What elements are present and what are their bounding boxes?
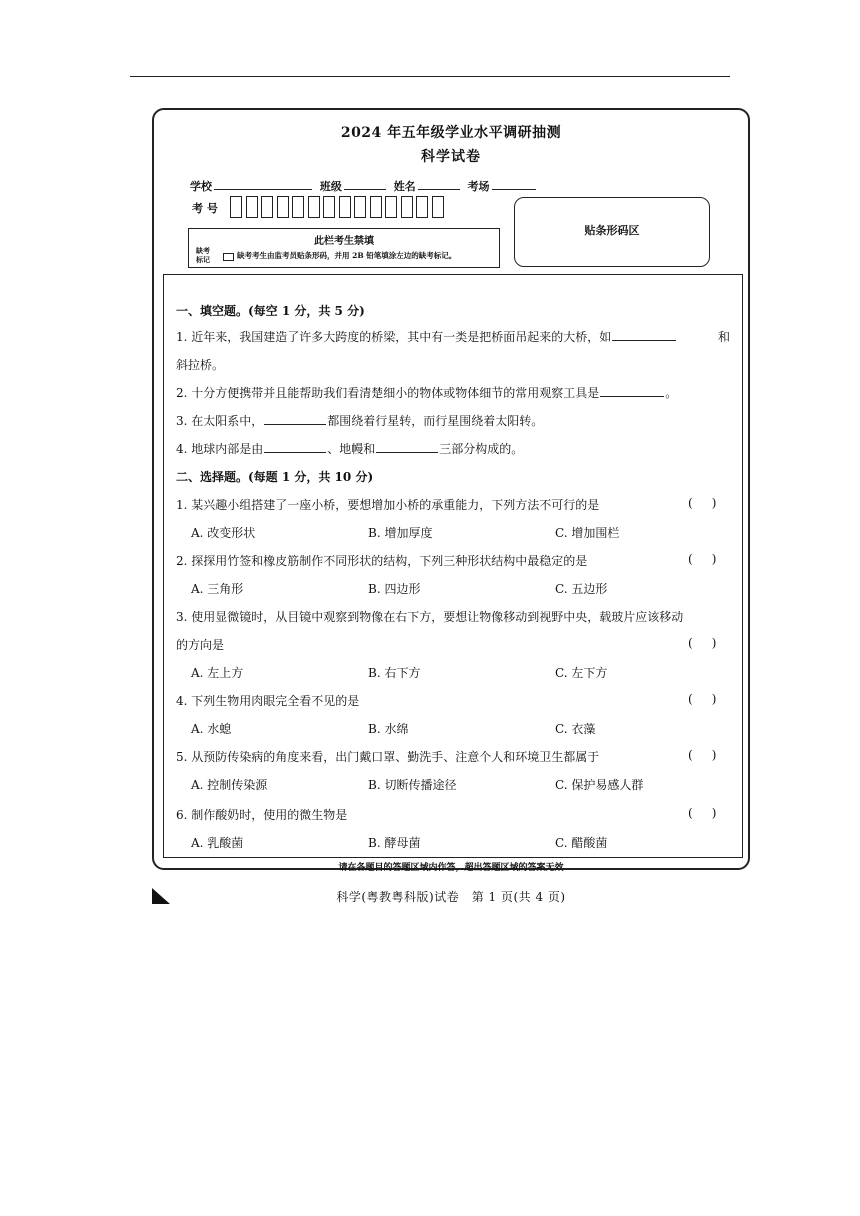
- fill-q4-text-b: 、地幔和: [327, 442, 376, 456]
- fill-q1-cont: 斜拉桥。: [176, 358, 225, 372]
- room-blank[interactable]: [492, 179, 536, 190]
- top-rule: [130, 76, 730, 77]
- choice-q6-option-b: B. 酵母菌: [368, 836, 421, 850]
- answer-paren[interactable]: ( ): [688, 552, 717, 566]
- name-label: 姓名: [393, 180, 416, 193]
- id-box[interactable]: [385, 196, 397, 218]
- fill-q3: [176, 412, 543, 429]
- school-label: 学校: [190, 180, 212, 193]
- fill-q4-text-c: 三部分构成的。: [439, 442, 524, 456]
- fill-q4-blank-2[interactable]: [376, 441, 438, 453]
- choice-q4-option-b: B. 水绵: [368, 722, 409, 736]
- id-box[interactable]: [416, 196, 428, 218]
- choice-q3-option-b: B. 右下方: [368, 666, 421, 680]
- fill-q1-tail: 和: [718, 330, 731, 344]
- choice-q1-option-b: B. 增加厚度: [368, 526, 433, 540]
- id-box[interactable]: [354, 196, 366, 218]
- fill-q1-text: 1. 近年来，我国建造了许多大跨度的桥梁，其中有一类是把桥面吊起来的大桥，如: [176, 330, 612, 344]
- name-blank[interactable]: [418, 179, 460, 190]
- answer-paren[interactable]: ( ): [688, 636, 717, 650]
- id-box[interactable]: [370, 196, 382, 218]
- fill-q2-text: 2. 十分方便携带并且能帮助我们看清楚细小的物体或物体细节的常用观察工具是: [176, 386, 600, 400]
- absent-mark-label: [196, 246, 216, 264]
- proctor-only-title: 此栏考生禁填: [314, 236, 374, 247]
- choice-q2-option-b: B. 四边形: [368, 582, 421, 596]
- answer-paren[interactable]: ( ): [688, 806, 717, 820]
- class-label: 班级: [319, 180, 342, 193]
- choice-q3: 3. 使用显微镜时，从目镜中观察到物像在右下方，要想让物像移动到视野中央，载玻片应该移动: [176, 610, 684, 624]
- choice-q6: 6. 制作酸奶时，使用的微生物是: [176, 808, 348, 822]
- fill-q4-text-a: 4. 地球内部是由: [176, 442, 264, 456]
- fill-q4-blank-1[interactable]: [264, 441, 326, 453]
- absent-mark-label-line1: 缺考: [196, 246, 210, 255]
- absent-mark-label-line2: 标记: [196, 255, 210, 264]
- id-box[interactable]: [261, 196, 273, 218]
- school-blank[interactable]: [214, 179, 312, 190]
- choice-q2-option-c: C. 五边形: [555, 582, 608, 596]
- choice-q1-option-c: C. 增加围栏: [555, 526, 620, 540]
- choice-q2: 2. 探探用竹签和橡皮筋制作不同形状的结构，下列三种形状结构中最稳定的是: [176, 554, 588, 568]
- fill-q3-text-b: 都围绕着行星转，而行星围绕着太阳转。: [327, 414, 544, 428]
- id-box[interactable]: [308, 196, 320, 218]
- exam-id-label: 考 号: [192, 202, 218, 215]
- exam-subject: 科学试卷: [421, 149, 481, 165]
- exam-id-boxes[interactable]: [230, 196, 447, 218]
- choice-q3-cont: 的方向是: [176, 638, 225, 652]
- answer-paren[interactable]: ( ): [688, 496, 717, 510]
- choice-q5-option-c: C. 保护易感人群: [555, 778, 644, 792]
- choice-q6-option-c: C. 醋酸菌: [555, 836, 608, 850]
- exam-title: 2024 年五年级学业水平调研抽测: [340, 125, 562, 141]
- fill-q2: [176, 384, 677, 401]
- barcode-area-label: 贴条形码区: [584, 224, 640, 237]
- section2-heading: 二、选择题。(每题 1 分，共 10 分): [176, 470, 374, 484]
- barcode-area: [514, 197, 710, 267]
- answer-area-warning: 请在各题目的答题区域内作答，超出答题区域的答案无效: [338, 863, 564, 873]
- choice-q5-option-b: B. 切断传播途径: [368, 778, 457, 792]
- id-box[interactable]: [339, 196, 351, 218]
- choice-q2-option-a: A. 三角形: [191, 582, 244, 596]
- choice-q3-option-c: C. 左下方: [555, 666, 608, 680]
- id-box[interactable]: [323, 196, 335, 218]
- fill-q2-blank[interactable]: [600, 385, 664, 397]
- id-box[interactable]: [401, 196, 413, 218]
- choice-q6-option-a: A. 乳酸菌: [191, 836, 244, 850]
- choice-q5-option-a: A. 控制传染源: [191, 778, 268, 792]
- choice-q1: 1. 某兴趣小组搭建了一座小桥，要想增加小桥的承重能力，下列方法不可行的是: [176, 498, 600, 512]
- id-box[interactable]: [230, 196, 242, 218]
- fill-q3-blank[interactable]: [264, 413, 326, 425]
- fill-q4: [176, 440, 523, 457]
- choice-q4-option-c: C. 衣藻: [555, 722, 596, 736]
- id-box[interactable]: [432, 196, 444, 218]
- room-label: 考场: [467, 180, 490, 193]
- fill-q1-blank[interactable]: [612, 329, 676, 341]
- fill-q3-text-a: 3. 在太阳系中，: [176, 414, 264, 428]
- proctor-only-box: [188, 228, 500, 268]
- section1-heading: 一、填空题。(每空 1 分，共 5 分): [176, 304, 365, 318]
- choice-q4-option-a: A. 水螅: [191, 722, 232, 736]
- page-footer: 科学(粤教粤科版)试卷 第 1 页(共 4 页): [336, 890, 566, 904]
- choice-q5: 5. 从预防传染病的角度来看，出门戴口罩、勤洗手、注意个人和环境卫生都属于: [176, 750, 600, 764]
- choice-q3-option-a: A. 左上方: [191, 666, 244, 680]
- answer-paren[interactable]: ( ): [688, 692, 717, 706]
- absent-mark-instruction: 缺考考生由监考员贴条形码，并用 2B 铅笔填涂左边的缺考标记。: [237, 251, 457, 260]
- choice-q4: 4. 下列生物用肉眼完全看不见的是: [176, 694, 360, 708]
- fill-q1: [176, 328, 677, 345]
- absent-mark-checkbox[interactable]: [223, 253, 234, 261]
- id-box[interactable]: [277, 196, 289, 218]
- class-blank[interactable]: [344, 179, 386, 190]
- id-box[interactable]: [246, 196, 258, 218]
- student-info-row: [190, 178, 540, 194]
- choice-q1-option-a: A. 改变形状: [191, 526, 256, 540]
- answer-paren[interactable]: ( ): [688, 748, 717, 762]
- id-box[interactable]: [292, 196, 304, 218]
- fill-q2-tail: 。: [665, 386, 678, 400]
